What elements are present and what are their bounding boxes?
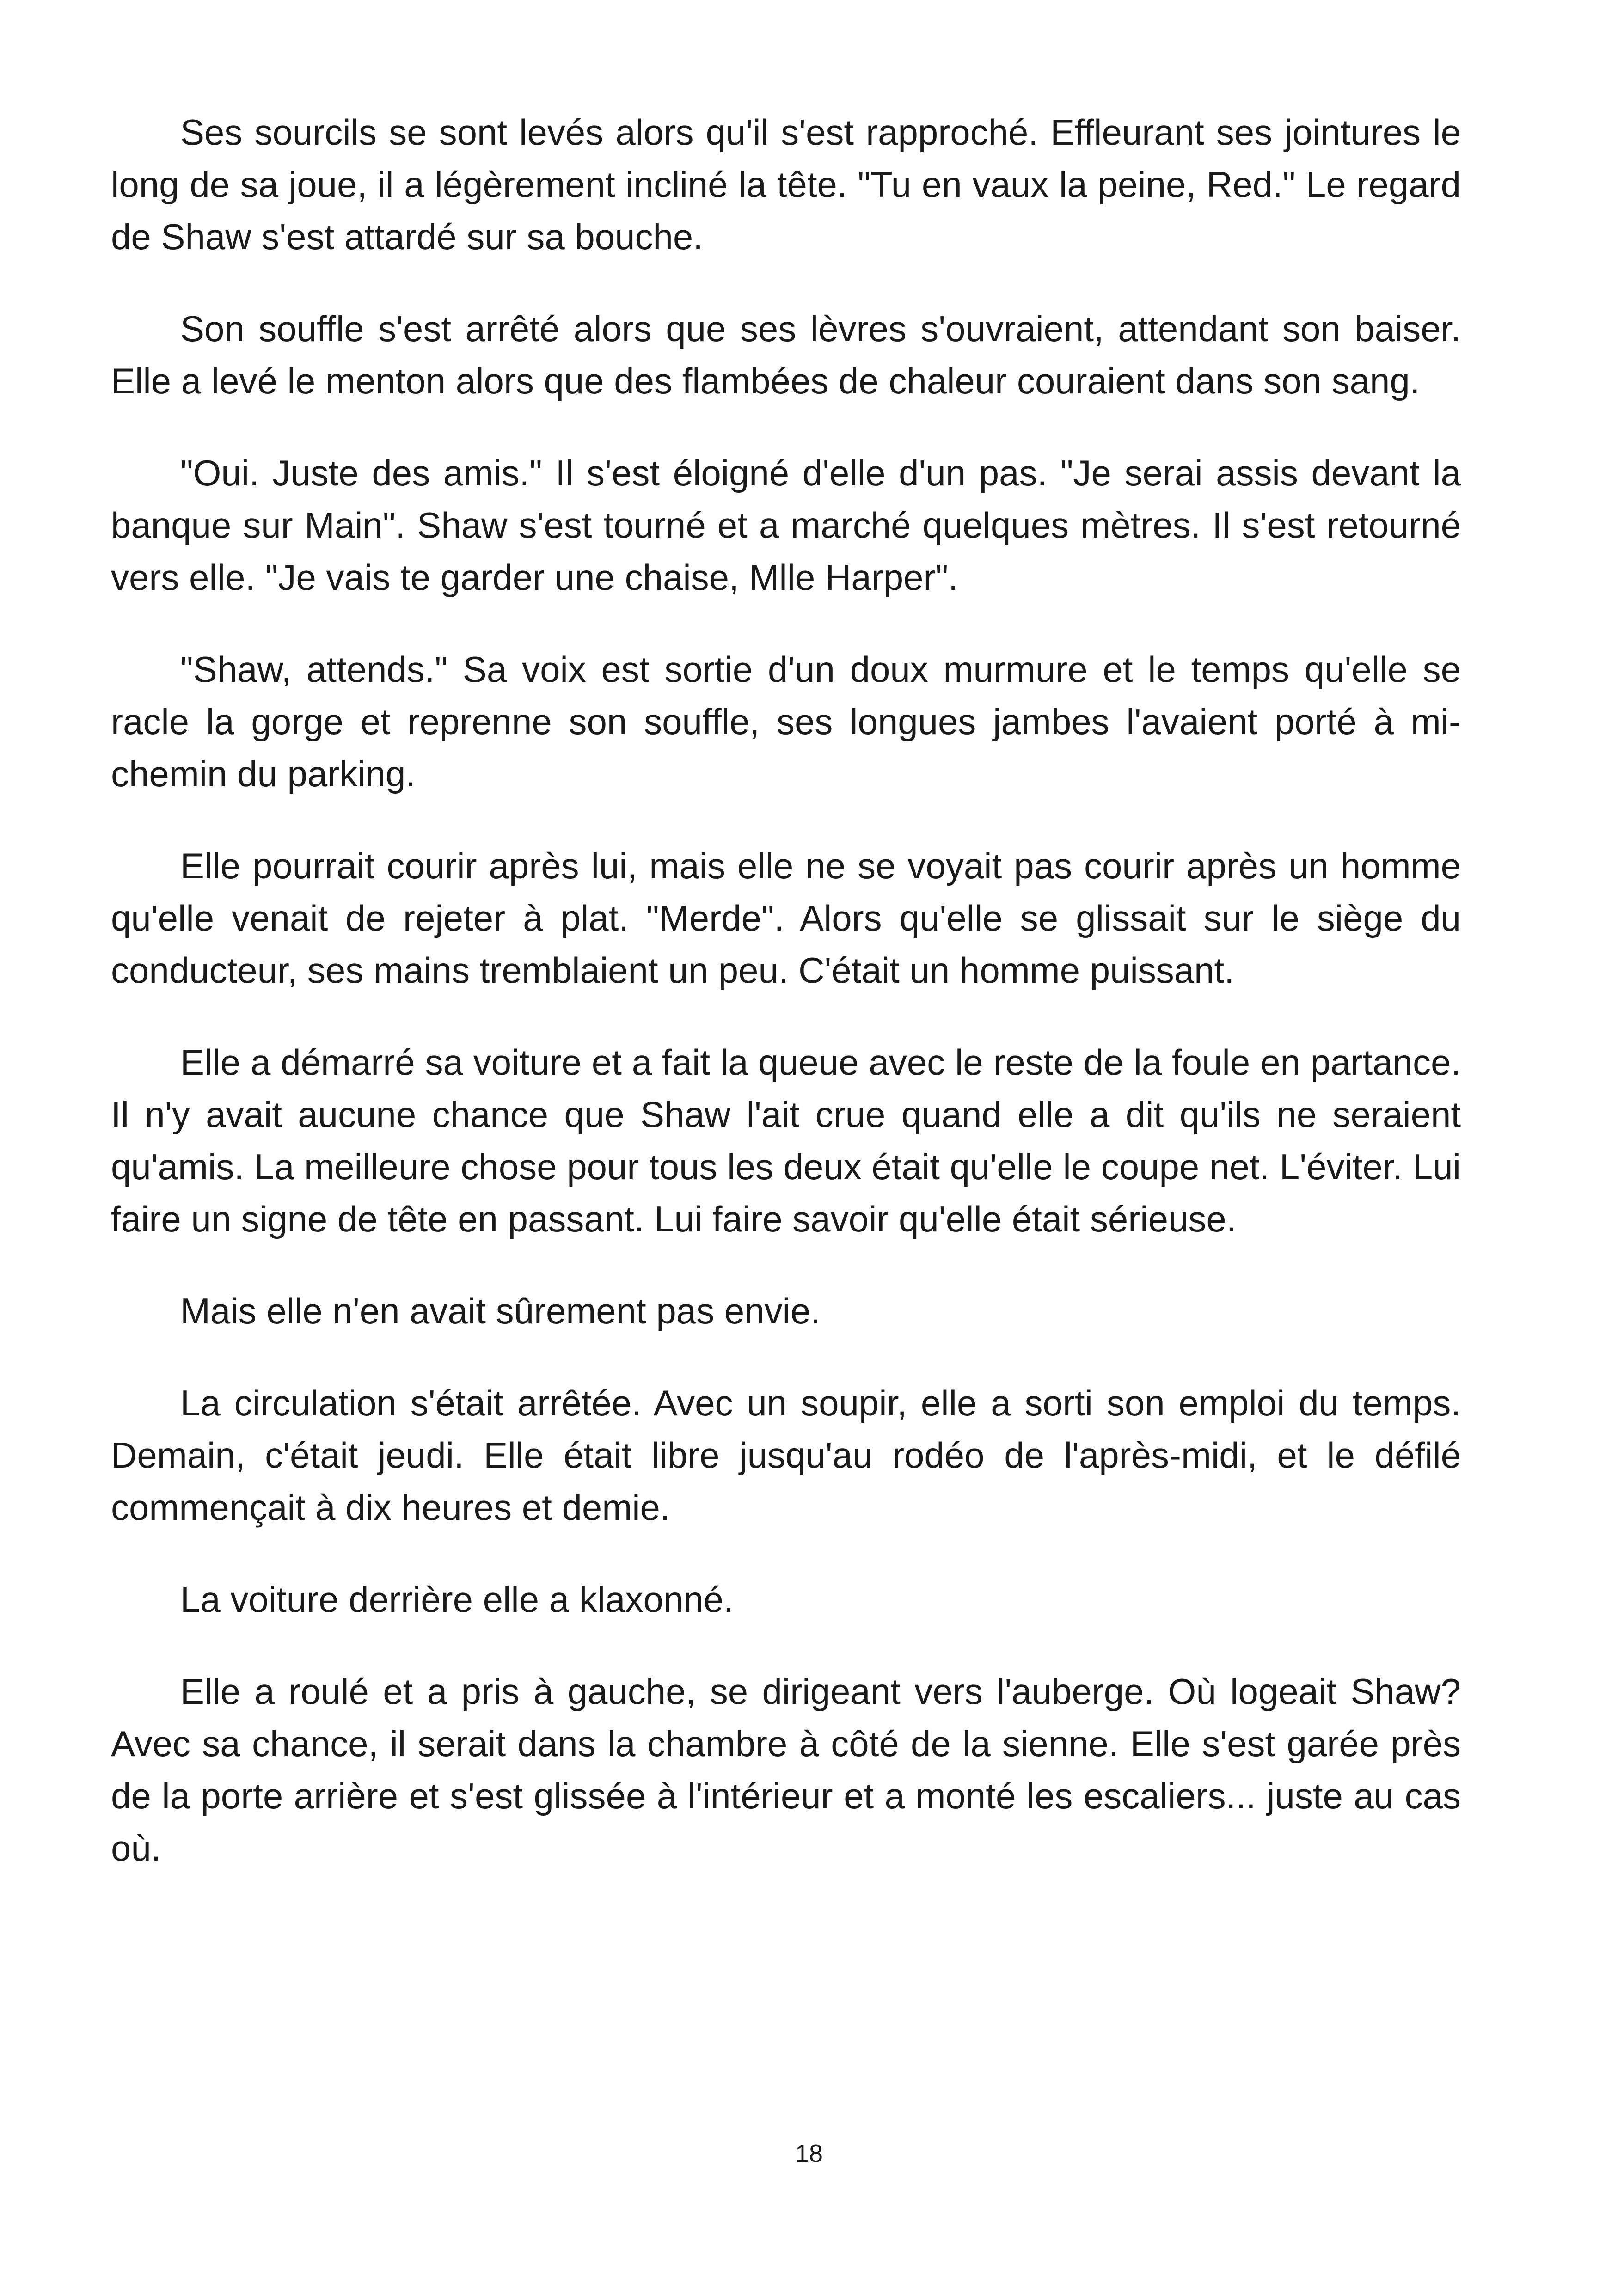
- paragraph-7: Mais elle n'en avait sûrement pas envie.: [180, 1291, 821, 1331]
- body-text: [111, 106, 1461, 1914]
- paragraph-3: "Oui. Juste des amis." Il s'est éloigné d'elle d'un pas. "Je serai assis devant la banque sur Main". Shaw s'est tourné et a marché quelques mètres. Il s'est retourné vers elle. "Je vais te garder une chaise, Mlle Harper".: [111, 453, 1461, 598]
- paragraph-10: Elle a roulé et a pris à gauche, se dirigeant vers l'auberge. Où logeait Shaw? Avec sa chance, il serait dans la chambre à côté de la sienne. Elle s'est garée près de la porte arrière et s'est glissée à l'intérieur et a monté les escaliers... juste au cas où.: [111, 1671, 1461, 1868]
- paragraph-8: La circulation s'était arrêtée. Avec un soupir, elle a sorti son emploi du temps. Demain, c'était jeudi. Elle était libre jusqu'au rodéo de l'après-midi, et le défilé commençait à dix heures et demie.: [111, 1383, 1461, 1528]
- paragraph-9: La voiture derrière elle a klaxonné.: [180, 1579, 734, 1620]
- paragraph-5: Elle pourrait courir après lui, mais elle ne se voyait pas courir après un homme qu'elle venait de rejeter à plat. "Merde". Alors qu'elle se glissait sur le siège du conducteur, ses mains tremblaient un peu. C'était un homme puissant.: [111, 845, 1461, 991]
- paragraph-2: Son souffle s'est arrêté alors que ses lèvres s'ouvraient, attendant son baiser. Elle a levé le menton alors que des flambées de chaleur couraient dans son sang.: [111, 308, 1461, 401]
- paragraph-4: "Shaw, attends." Sa voix est sortie d'un doux murmure et le temps qu'elle se racle la gorge et reprenne son souffle, ses longues jambes l'avaient porté à mi-chemin du parking.: [111, 649, 1461, 794]
- paragraph-6: Elle a démarré sa voiture et a fait la queue avec le reste de la foule en partance. Il n'y avait aucune chance que Shaw l'ait crue quand elle a dit qu'ils ne seraient qu'amis. La meilleure chose pour tous les deux était qu'elle le coupe net. L'éviter. Lui faire un signe de tête en passant. Lui faire savoir qu'elle était sérieuse.: [111, 1042, 1461, 1239]
- page-number: 18: [795, 2140, 823, 2167]
- paragraph-1: Ses sourcils se sont levés alors qu'il s'est rapproché. Effleurant ses jointures le long de sa joue, il a légèrement incliné la tête. "Tu en vaux la peine, Red." Le regard de Shaw s'est attardé sur sa bouche.: [111, 112, 1461, 257]
